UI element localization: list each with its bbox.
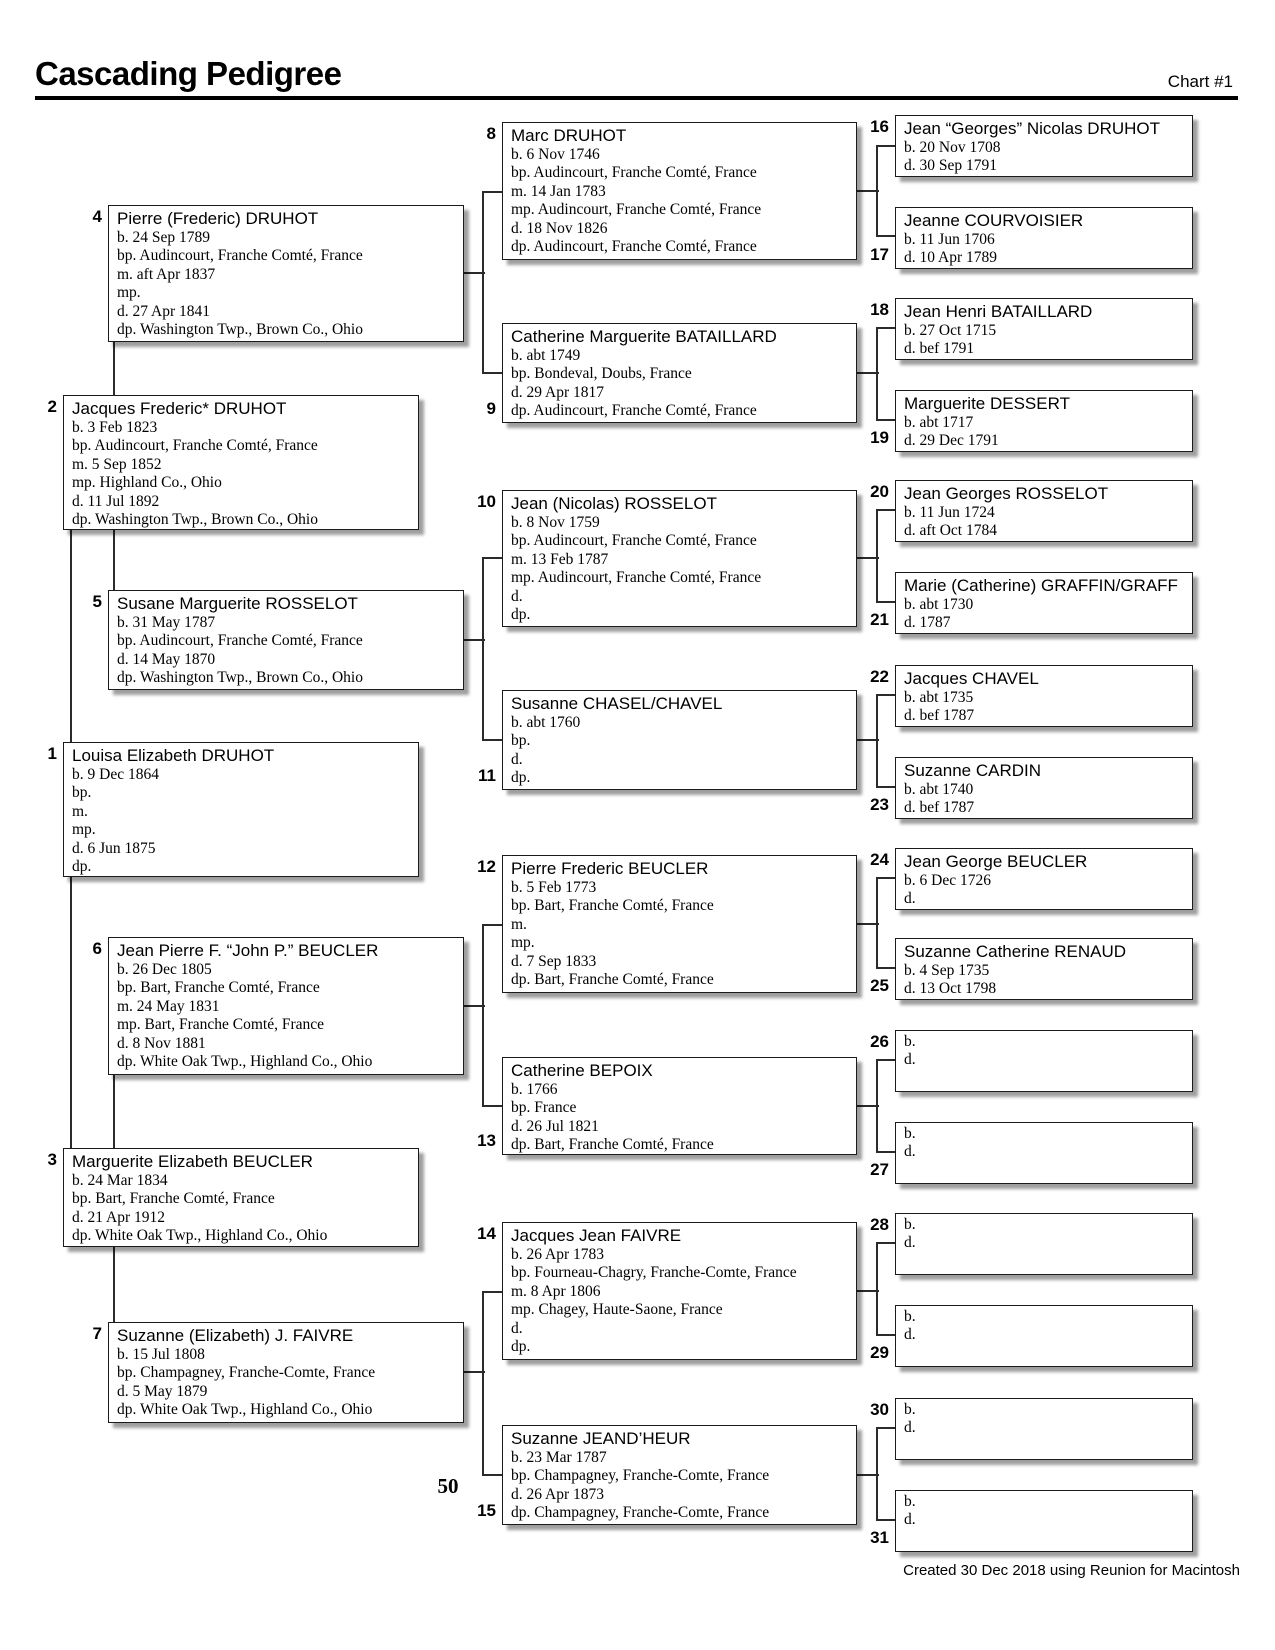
person-box-23	[895, 757, 1193, 819]
person-detail-line: d. 26 Jul 1821	[511, 1117, 599, 1135]
person-detail-line: d.	[904, 1326, 916, 1344]
person-number: 21	[870, 610, 889, 629]
person-box-31	[895, 1490, 1193, 1552]
person-detail-line: mp. Audincourt, Franche Comté, France	[511, 569, 762, 587]
person-name: Catherine Marguerite BATAILLARD	[511, 327, 777, 346]
person-detail-line: d. 6 Jun 1875	[72, 839, 156, 857]
person-number: 14	[477, 1224, 496, 1243]
person-number: 3	[47, 1150, 57, 1169]
person-box-18	[895, 298, 1193, 360]
person-detail-line: d.	[904, 1051, 916, 1069]
person-box-27	[895, 1122, 1193, 1184]
person-detail-line: b. 9 Dec 1864	[72, 766, 159, 783]
person-name: Jean Henri BATAILLARD	[904, 302, 1093, 321]
person-name: Jean Georges ROSSELOT	[904, 484, 1109, 503]
person-detail-line: d. 29 Apr 1817	[511, 383, 604, 401]
person-detail-line: d. 5 May 1879	[117, 1382, 208, 1400]
person-detail-line: dp. Champagney, Franche-Comte, France	[511, 1504, 770, 1522]
person-detail-line: d. aft Oct 1784	[904, 522, 997, 540]
person-number: 26	[870, 1032, 889, 1051]
person-detail-line: bp.	[72, 784, 92, 802]
person-name: Pierre (Frederic) DRUHOT	[117, 209, 319, 228]
person-detail-line: b. 4 Sep 1735	[904, 962, 990, 979]
person-detail-line: bp. Audincourt, Franche Comté, France	[511, 164, 757, 182]
connector-line	[483, 1105, 502, 1107]
person-box-26	[895, 1030, 1193, 1092]
person-detail-line: b. 15 Jul 1808	[117, 1346, 205, 1363]
person-name: Jacques Frederic* DRUHOT	[72, 399, 287, 418]
person-detail-line: bp. Champagney, Franche-Comte, France	[117, 1364, 376, 1382]
person-detail-line: b. 1766	[511, 1081, 558, 1098]
person-detail-line: dp. Washington Twp., Brown Co., Ohio	[117, 669, 363, 687]
person-detail-line: b. 24 Sep 1789	[117, 229, 210, 246]
person-detail-line: d.	[511, 587, 523, 605]
person-number: 17	[870, 245, 889, 264]
person-box-2	[63, 395, 419, 530]
person-detail-line: dp. Washington Twp., Brown Co., Ohio	[117, 321, 363, 339]
person-number: 20	[870, 482, 889, 501]
person-number: 6	[92, 939, 102, 958]
person-detail-line: b. abt 1735	[904, 689, 974, 706]
person-name: Susanne CHASEL/CHAVEL	[511, 694, 723, 713]
person-detail-line: b. 24 Mar 1834	[72, 1172, 168, 1189]
person-box-14	[502, 1222, 857, 1360]
person-detail-line: b. 26 Apr 1783	[511, 1246, 604, 1263]
connector-line	[877, 145, 895, 147]
person-name: Jean Pierre F. “John P.” BEUCLER	[117, 941, 379, 960]
person-detail-line: dp. Washington Twp., Brown Co., Ohio	[72, 511, 318, 529]
connector-line	[483, 557, 502, 559]
person-box-17	[895, 207, 1193, 269]
person-box-24	[895, 848, 1193, 910]
person-box-16	[895, 115, 1193, 177]
person-name: Suzanne (Elizabeth) J. FAIVRE	[117, 1326, 354, 1345]
connector-line	[877, 1427, 895, 1429]
person-detail-line: b. abt 1717	[904, 414, 974, 431]
person-detail-line: b. abt 1749	[511, 347, 581, 364]
person-box-8	[502, 122, 857, 260]
person-detail-line: m. 8 Apr 1806	[511, 1282, 601, 1300]
person-box-28	[895, 1213, 1193, 1275]
person-name: Suzanne Catherine RENAUD	[904, 942, 1127, 961]
person-detail-line: d. 27 Apr 1841	[117, 302, 210, 320]
person-detail-line: dp.	[511, 1338, 531, 1356]
person-detail-line: b. 31 May 1787	[117, 614, 216, 631]
person-detail-line: dp.	[72, 858, 92, 876]
person-name: Jean (Nicolas) ROSSELOT	[511, 494, 717, 513]
person-detail-line: d. 11 Jul 1892	[72, 492, 160, 510]
person-detail-line: d. 21 Apr 1912	[72, 1208, 165, 1226]
person-detail-line: d. 8 Nov 1881	[117, 1034, 206, 1052]
person-box-7	[108, 1322, 464, 1423]
person-box-29	[895, 1305, 1193, 1367]
person-number: 15	[477, 1501, 496, 1520]
person-detail-line: b. 11 Jun 1724	[904, 504, 995, 521]
person-number: 24	[870, 850, 889, 869]
person-detail-line: mp.	[511, 934, 535, 952]
person-detail-line: b.	[904, 1401, 916, 1418]
person-detail-line: mp. Highland Co., Ohio	[72, 474, 222, 492]
person-number: 18	[870, 300, 889, 319]
connector-line	[876, 1427, 878, 1521]
person-name: Marguerite Elizabeth BEUCLER	[72, 1152, 313, 1171]
person-number: 31	[870, 1528, 889, 1547]
person-detail-line: mp.	[72, 821, 96, 839]
connector-line	[876, 509, 878, 603]
person-name: Marc DRUHOT	[511, 126, 627, 145]
footer-credit: Created 30 Dec 2018 using Reunion for Macintosh	[903, 1562, 1240, 1579]
person-detail-line: b. 20 Nov 1708	[904, 139, 1001, 156]
person-detail-line: b.	[904, 1216, 916, 1233]
person-number: 12	[477, 857, 496, 876]
person-detail-line: dp. Bart, Franche Comté, France	[511, 1136, 714, 1154]
person-detail-line: dp. White Oak Twp., Highland Co., Ohio	[72, 1227, 328, 1245]
person-detail-line: m. 14 Jan 1783	[511, 182, 606, 200]
person-detail-line: mp. Bart, Franche Comté, France	[117, 1016, 325, 1034]
person-detail-line: b. 3 Feb 1823	[72, 419, 158, 436]
person-detail-line: d. bef 1787	[904, 707, 975, 725]
person-number: 13	[477, 1131, 496, 1150]
person-box-22	[895, 665, 1193, 727]
person-box-15	[502, 1425, 857, 1525]
connector-line	[876, 327, 878, 421]
person-number: 7	[92, 1324, 102, 1343]
connector-line	[483, 1474, 502, 1476]
person-detail-line: mp.	[117, 284, 141, 302]
person-number: 8	[486, 124, 496, 143]
person-detail-line: b.	[904, 1033, 916, 1050]
connector-line	[483, 739, 502, 741]
person-number: 9	[486, 399, 496, 418]
person-detail-line: d.	[511, 1319, 523, 1337]
person-box-13	[502, 1057, 857, 1155]
connector-line	[877, 786, 895, 788]
connector-line	[877, 694, 895, 696]
connector-line	[876, 1059, 878, 1153]
person-number: 30	[870, 1400, 889, 1419]
person-detail-line: dp.	[511, 769, 531, 787]
person-name: Louisa Elizabeth DRUHOT	[72, 746, 275, 765]
person-box-30	[895, 1398, 1193, 1460]
person-name: Jacques Jean FAIVRE	[511, 1226, 682, 1245]
connector-line	[482, 1291, 484, 1476]
person-detail-line: m.	[511, 915, 527, 933]
title-rule	[35, 96, 1238, 100]
person-detail-line: d.	[904, 1419, 916, 1437]
person-name: Susane Marguerite ROSSELOT	[117, 594, 358, 613]
connector-line	[877, 235, 895, 237]
person-detail-line: bp. Bart, Franche Comté, France	[72, 1190, 275, 1208]
connector-line	[482, 924, 484, 1107]
person-box-20	[895, 480, 1193, 542]
person-number: 29	[870, 1343, 889, 1362]
connector-line	[877, 1519, 895, 1521]
person-detail-line: b. 23 Mar 1787	[511, 1449, 607, 1466]
connector-line	[877, 419, 895, 421]
connector-line	[877, 327, 895, 329]
connector-line	[483, 372, 502, 374]
connector-line	[482, 557, 484, 741]
connector-line	[483, 191, 502, 193]
person-detail-line: mp. Chagey, Haute-Saone, France	[511, 1301, 723, 1319]
connector-line	[877, 509, 895, 511]
person-number: 4	[92, 207, 102, 226]
person-detail-line: bp.	[511, 732, 531, 750]
person-name: Catherine BEPOIX	[511, 1061, 653, 1080]
person-box-21	[895, 572, 1193, 634]
connector-line	[877, 1151, 895, 1153]
person-name: Marie (Catherine) GRAFFIN/GRAFF	[904, 576, 1178, 595]
person-detail-line: b. 27 Oct 1715	[904, 322, 997, 339]
person-detail-line: dp. Bart, Franche Comté, France	[511, 971, 714, 989]
connector-line	[877, 877, 895, 879]
person-number: 22	[870, 667, 889, 686]
connector-line	[482, 191, 484, 374]
connector-line	[876, 694, 878, 788]
person-detail-line: m.	[72, 802, 88, 820]
person-detail-line: d. bef 1791	[904, 340, 975, 358]
person-box-25	[895, 938, 1193, 1000]
person-detail-line: bp. Audincourt, Franche Comté, France	[117, 632, 363, 650]
person-detail-line: bp. Bart, Franche Comté, France	[511, 897, 714, 915]
person-detail-line: bp. Champagney, Franche-Comte, France	[511, 1467, 770, 1485]
person-detail-line: d. 14 May 1870	[117, 650, 216, 668]
person-box-4	[108, 205, 464, 342]
connector-line	[877, 601, 895, 603]
person-box-1	[63, 742, 419, 877]
chart-number-label: Chart #1	[1167, 72, 1233, 91]
person-box-19	[895, 390, 1193, 452]
person-number: 16	[870, 117, 889, 136]
person-detail-line: bp. Bart, Franche Comté, France	[117, 979, 320, 997]
person-detail-line: d.	[904, 890, 916, 908]
person-detail-line: b. 5 Feb 1773	[511, 879, 597, 896]
person-number: 5	[92, 592, 102, 611]
person-name: Marguerite DESSERT	[904, 394, 1070, 413]
person-detail-line: m. 13 Feb 1787	[511, 550, 609, 568]
person-detail-line: d.	[904, 1511, 916, 1529]
person-box-3	[63, 1148, 419, 1247]
person-detail-line: b. 26 Dec 1805	[117, 961, 212, 978]
person-number: 10	[477, 492, 496, 511]
person-number: 1	[47, 744, 57, 763]
person-detail-line: d. 1787	[904, 614, 951, 632]
connector-line	[877, 1334, 895, 1336]
person-number: 23	[870, 795, 889, 814]
person-number: 27	[870, 1160, 889, 1179]
person-detail-line: bp. France	[511, 1099, 577, 1117]
person-detail-line: dp. White Oak Twp., Highland Co., Ohio	[117, 1053, 373, 1071]
person-detail-line: d. 13 Oct 1798	[904, 980, 997, 998]
person-detail-line: b.	[904, 1308, 916, 1325]
connector-line	[483, 1291, 502, 1293]
person-name: Suzanne JEAND’HEUR	[511, 1429, 691, 1448]
person-number: 28	[870, 1215, 889, 1234]
person-detail-line: d. 26 Apr 1873	[511, 1485, 604, 1503]
person-detail-line: d. 7 Sep 1833	[511, 952, 597, 970]
person-detail-line: d.	[904, 1143, 916, 1161]
person-box-6	[108, 937, 464, 1075]
person-detail-line: d. 10 Apr 1789	[904, 249, 997, 267]
person-detail-line: d. 29 Dec 1791	[904, 432, 999, 450]
connector-line	[483, 924, 502, 926]
person-number: 19	[870, 428, 889, 447]
person-detail-line: bp. Audincourt, Franche Comté, France	[72, 437, 318, 455]
person-detail-line: d.	[904, 1234, 916, 1252]
person-box-11	[502, 690, 857, 790]
person-detail-line: dp. White Oak Twp., Highland Co., Ohio	[117, 1401, 373, 1419]
person-detail-line: bp. Audincourt, Franche Comté, France	[117, 247, 363, 265]
person-detail-line: dp. Audincourt, Franche Comté, France	[511, 238, 757, 256]
person-name: Jeanne COURVOISIER	[904, 211, 1084, 230]
connector-line	[877, 967, 895, 969]
person-detail-line: b. abt 1760	[511, 714, 581, 731]
person-number: 25	[870, 976, 889, 995]
connector-line	[876, 877, 878, 969]
person-detail-line: d. bef 1787	[904, 799, 975, 817]
connector-line	[877, 1242, 895, 1244]
person-name: Suzanne CARDIN	[904, 761, 1042, 780]
page-title: Cascading Pedigree	[35, 55, 342, 92]
person-detail-line: b. 8 Nov 1759	[511, 514, 600, 531]
person-name: Jean “Georges” Nicolas DRUHOT	[904, 119, 1161, 138]
person-box-12	[502, 855, 857, 993]
person-detail-line: b.	[904, 1125, 916, 1142]
person-detail-line: d. 18 Nov 1826	[511, 219, 608, 237]
person-detail-line: dp. Audincourt, Franche Comté, France	[511, 402, 757, 420]
connector-line	[876, 145, 878, 237]
person-detail-line: b.	[904, 1493, 916, 1510]
person-number: 2	[47, 397, 57, 416]
person-detail-line: bp. Fourneau-Chagry, Franche-Comte, France	[511, 1264, 797, 1282]
person-detail-line: mp. Audincourt, Franche Comté, France	[511, 201, 762, 219]
person-detail-line: m. 24 May 1831	[117, 997, 220, 1015]
person-detail-line: d. 30 Sep 1791	[904, 157, 997, 175]
person-box-5	[108, 590, 464, 690]
person-detail-line: b. 6 Dec 1726	[904, 872, 991, 889]
connector-line	[876, 1242, 878, 1336]
person-detail-line: b. 6 Nov 1746	[511, 146, 600, 163]
person-detail-line: b. 11 Jun 1706	[904, 231, 995, 248]
connector-line	[877, 1059, 895, 1061]
person-box-9	[502, 323, 857, 423]
person-number: 11	[478, 766, 496, 785]
person-detail-line: b. abt 1740	[904, 781, 974, 798]
person-detail-line: m. 5 Sep 1852	[72, 455, 162, 473]
person-detail-line: b. abt 1730	[904, 596, 974, 613]
person-name: Jean George BEUCLER	[904, 852, 1088, 871]
person-box-10	[502, 490, 857, 627]
person-detail-line: m. aft Apr 1837	[117, 265, 216, 283]
person-detail-line: dp.	[511, 606, 531, 624]
person-name: Pierre Frederic BEUCLER	[511, 859, 709, 878]
person-detail-line: d.	[511, 750, 523, 768]
person-detail-line: bp. Audincourt, Franche Comté, France	[511, 532, 757, 550]
person-name: Jacques CHAVEL	[904, 669, 1039, 688]
page-number: 50	[437, 1474, 459, 1498]
person-detail-line: bp. Bondeval, Doubs, France	[511, 365, 692, 383]
